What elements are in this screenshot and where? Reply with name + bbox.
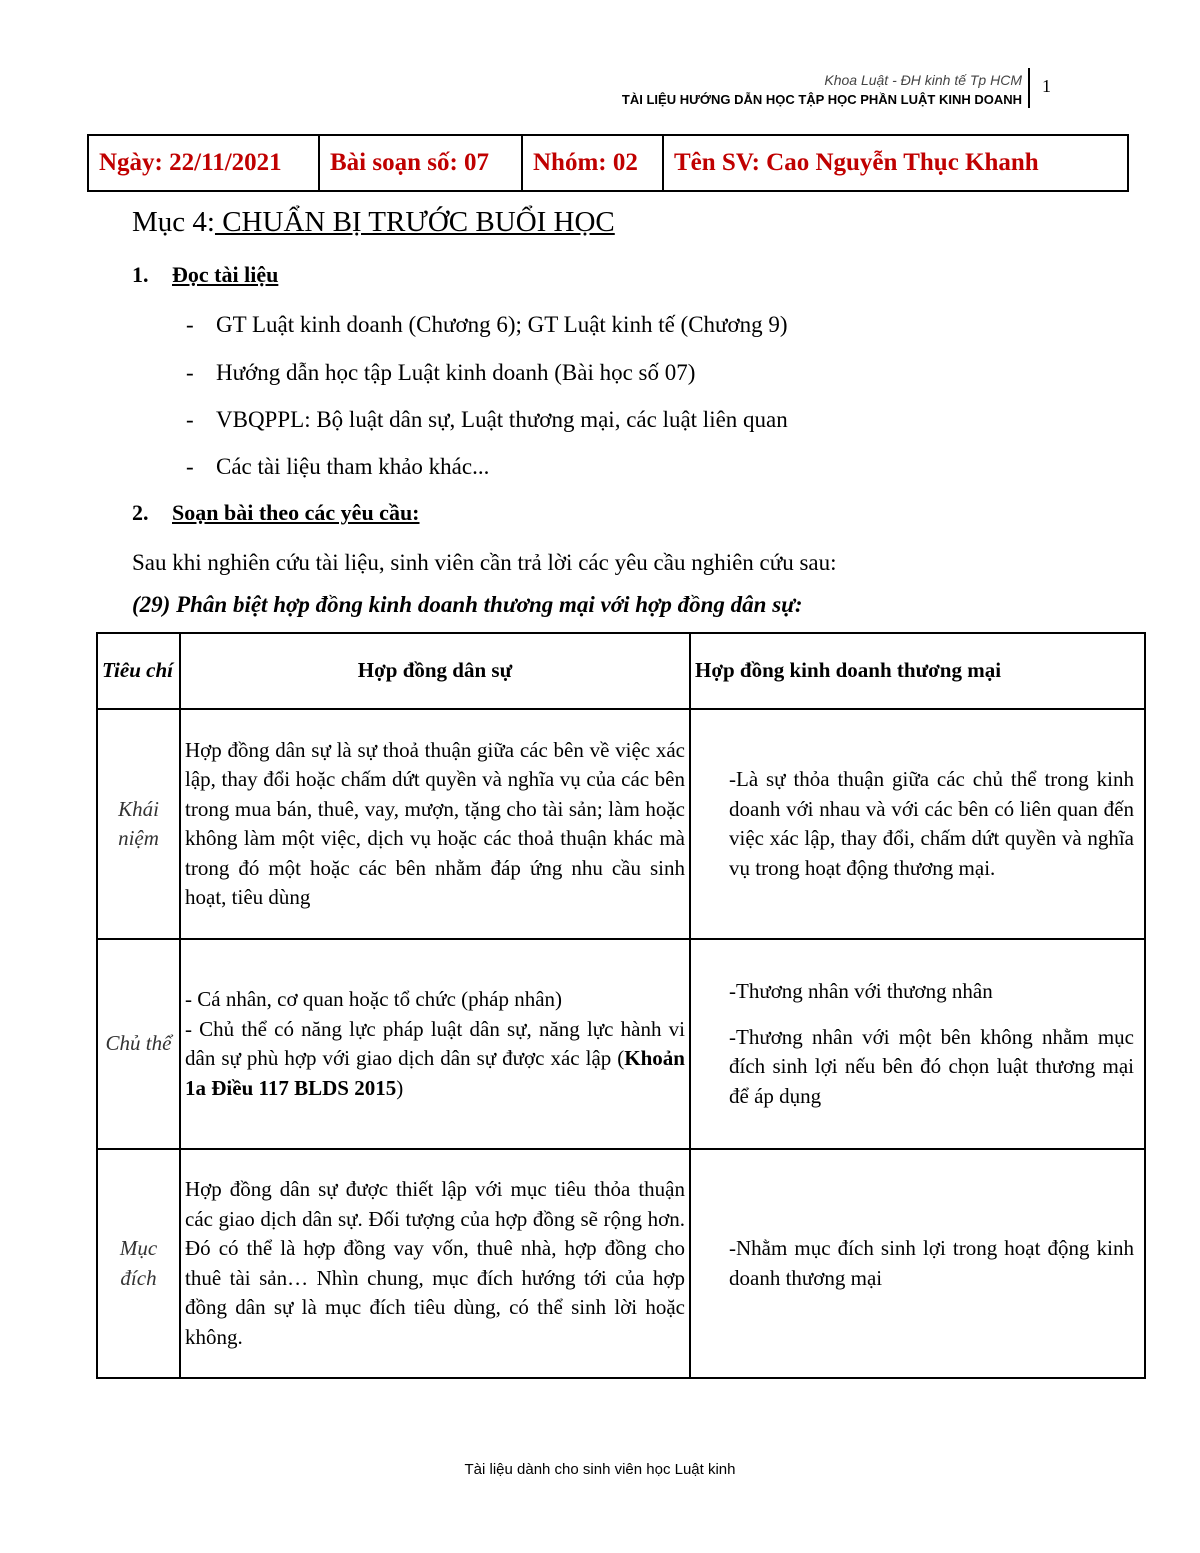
header-divider (1028, 68, 1030, 108)
reading-item-text: Hướng dẫn học tập Luật kinh doanh (Bài học số 07) (216, 360, 696, 385)
reading-item-text: GT Luật kinh doanh (Chương 6); GT Luật kinh tế (Chương 9) (216, 312, 788, 337)
page-header (622, 70, 1022, 110)
civil-line: - Chủ thể có năng lực pháp luật dân sự, năng lực hành vi dân sự phù hợp với giao dịch dân sự được xác lập (Khoản 1a Điều 117 BLDS 2015) (185, 1016, 685, 1100)
table-row (97, 1149, 1145, 1378)
reading-number: 1. (132, 262, 149, 287)
reading-item-text: VBQPPL: Bộ luật dân sự, Luật thương mại, các luật liên quan (216, 407, 788, 432)
info-student-name: Tên SV: Cao Nguyễn Thục Khanh (674, 149, 1039, 176)
reading-heading-text: Đọc tài liệu (172, 262, 279, 287)
reading-item: - GT Luật kinh doanh (Chương 6); GT Luật kinh tế (Chương 9) (186, 312, 788, 337)
reading-item: - VBQPPL: Bộ luật dân sự, Luật thương mại, các luật liên quan (186, 407, 788, 432)
info-box (87, 134, 1129, 192)
header-faculty: Khoa Luật - ĐH kinh tế Tp HCM (824, 72, 1022, 88)
section-title: CHUẨN BỊ TRƯỚC BUỔI HỌC (214, 206, 615, 238)
header-commercial-contract: Hợp đồng kinh doanh thương mại (690, 633, 1145, 709)
assignment-intro: Sau khi nghiên cứu tài liệu, sinh viên cần trả lời các yêu cầu nghiên cứu sau: (132, 550, 837, 575)
table-header-row (97, 633, 1145, 709)
research-question: (29) Phân biệt hợp đồng kinh doanh thương mại với hợp đồng dân sự: (132, 592, 803, 617)
assignment-heading-text: Soạn bài theo các yêu cầu: (172, 500, 420, 525)
civil-line: - Cá nhân, cơ quan hoặc tổ chức (pháp nhân) (185, 987, 563, 1011)
legal-citation: Khoản 1a Điều 117 BLDS 2015 (185, 1046, 685, 1100)
header-criteria: Tiêu chí (97, 633, 180, 709)
info-date: Ngày: 22/11/2021 (89, 136, 320, 190)
reading-item: - Các tài liệu tham khảo khác... (186, 454, 490, 479)
assignment-number: 2. (132, 500, 149, 525)
info-lesson-number: Bài soạn số: 07 (320, 136, 523, 190)
civil-cell: Hợp đồng dân sự được thiết lập với mục tiêu thỏa thuận các giao dịch dân sự. Đối tượng của hợp đồng sẽ rộng hơn. Đó có thể là hợp đồng vay vốn, thuê nhà, hợp đồng cho thuê tài sản… Nhìn chung, mục đích hướng tới của hợp đồng dân sự là mục đích tiêu dùng, có thể sinh lời hoặc không. (180, 1149, 690, 1378)
table-row (97, 939, 1145, 1149)
header-civil-contract: Hợp đồng dân sự (180, 633, 690, 709)
commercial-cell (690, 939, 1145, 1149)
civil-cell: Hợp đồng dân sự là sự thoả thuận giữa các bên về việc xác lập, thay đổi hoặc chấm dứt quyền và nghĩa vụ của các bên trong mua bán, thuê, vay, mượn, tặng cho tài sản; làm hoặc không làm một việc, dịch vụ hoặc các thoả thuận khác mà trong đó một hoặc các bên nhằm đáp ứng nhu cầu sinh hoạt, tiêu dùng (180, 709, 690, 939)
criteria-cell: Chủ thể (97, 939, 180, 1149)
civil-cell (180, 939, 690, 1149)
header-doc-title: TÀI LIỆU HƯỚNG DẪN HỌC TẬP HỌC PHẦN LUẬT KINH DOANH (621, 92, 1022, 107)
criteria-cell: Mục đích (97, 1149, 180, 1378)
page-number: 1 (1042, 76, 1051, 96)
section-prefix: Mục 4: (132, 206, 215, 238)
criteria-cell: Khái niệm (97, 709, 180, 939)
page-footer: Tài liệu dành cho sinh viên học Luật kinh (464, 1461, 736, 1478)
commercial-line: -Thương nhân với một bên không nhằm mục đích sinh lợi nếu bên đó chọn luật thương mại để áp dụng (729, 1024, 1134, 1108)
table-row (97, 709, 1145, 939)
section-heading (132, 206, 615, 239)
reading-heading (132, 262, 278, 288)
reading-item-text: Các tài liệu tham khảo khác... (216, 454, 490, 479)
commercial-cell: -Là sự thỏa thuận giữa các chủ thể trong kinh doanh với nhau và với các bên có liên quan đến việc xác lập, thay đổi, chấm dứt quyền và nghĩa vụ trong hoạt động thương mại. (690, 709, 1145, 939)
reading-item: - Hướng dẫn học tập Luật kinh doanh (Bài học số 07) (186, 360, 696, 385)
comparison-table (96, 632, 1146, 1379)
info-group: Nhóm: 02 (523, 136, 664, 190)
commercial-line: -Thương nhân với thương nhân (729, 979, 993, 1003)
assignment-heading (132, 500, 420, 526)
commercial-cell: -Nhằm mục đích sinh lợi trong hoạt động kinh doanh thương mại (690, 1149, 1145, 1378)
